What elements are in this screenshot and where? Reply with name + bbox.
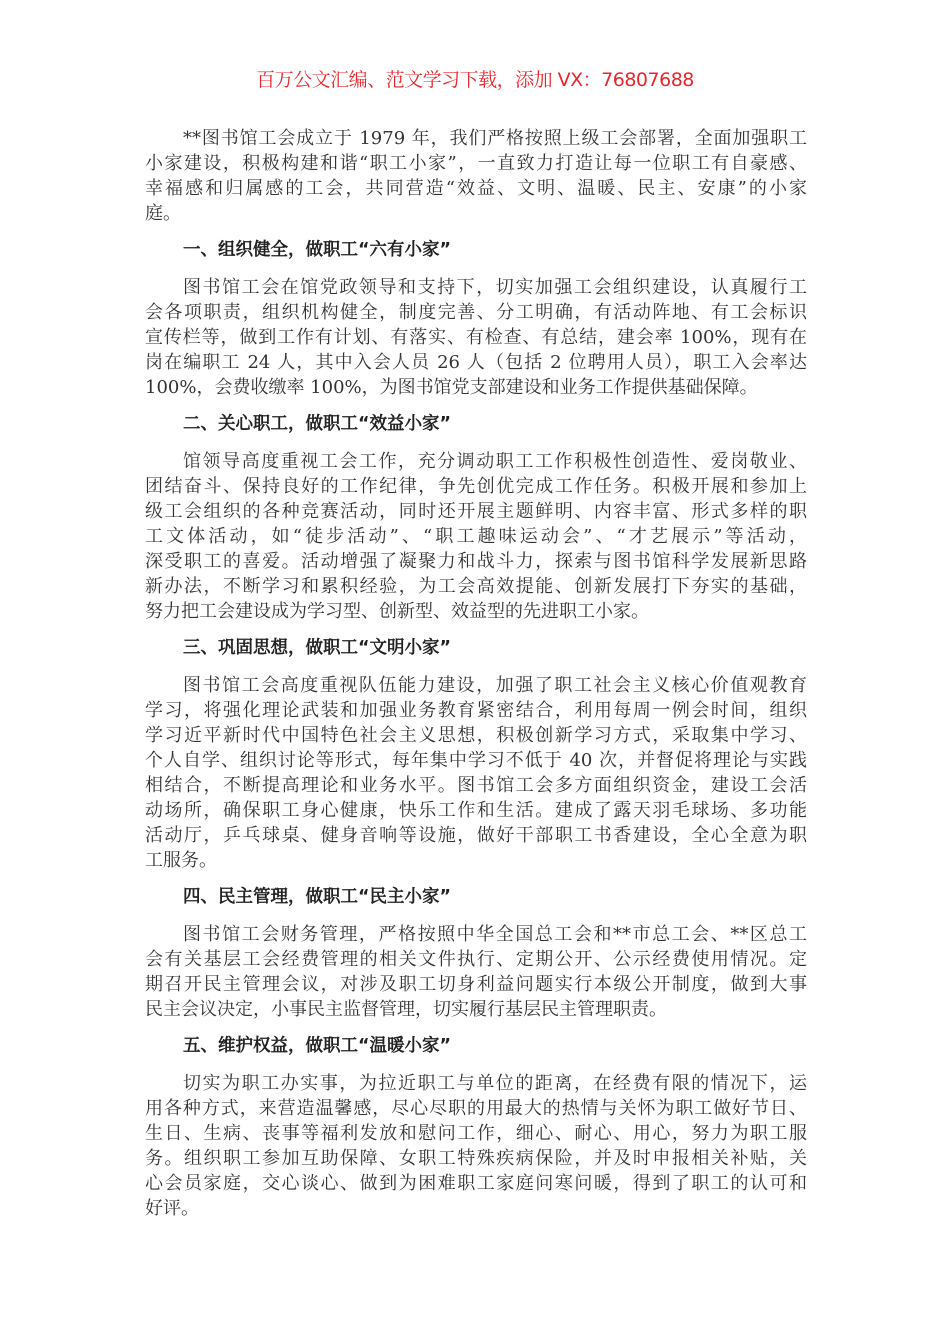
paragraph-line: 好评。 [145, 1198, 199, 1219]
paragraph-line: 深受职工的喜爱。活动增强了凝聚力和战斗力，探索与图书馆科学发展新思路 [145, 551, 807, 572]
paragraph-line: 动场所，确保职工身心健康，快乐工作和生活。建成了露天羽毛球场、多功能 [145, 800, 807, 821]
section-heading: 一、组织健全，做职工“六有小家” [183, 240, 452, 260]
paragraph-line: 宣传栏等，做到工作有计划、有落实、有检查、有总结，建会率 100%，现有在 [145, 327, 807, 348]
paragraph-line: 切实为职工办实事，为拉近职工与单位的距离，在经费有限的情况下，运 [183, 1073, 807, 1094]
paragraph [145, 922, 807, 1022]
paragraph [145, 673, 807, 873]
section-heading: 四、民主管理，做职工“民主小家” [183, 887, 452, 907]
paragraph-line: 图书馆工会财务管理，严格按照中华全国总工会和**市总工会、**区总工 [183, 924, 807, 945]
paragraph-line: 学习，将强化理论武装和加强业务教育紧密结合，利用每周一例会时间，组织 [145, 700, 807, 721]
section-heading: 五、维护权益，做职工“温暖小家” [183, 1036, 452, 1056]
paragraph-line: 务。组织职工参加互助保障、女职工特殊疾病保险，并及时申报相关补贴，关 [145, 1148, 807, 1169]
section-heading: 二、关心职工，做职工“效益小家” [183, 414, 452, 434]
paragraph-line: 工服务。 [145, 850, 217, 871]
paragraph-line: 级工会组织的各种竞赛活动，同时还开展主题鲜明、内容丰富、形式多样的职 [145, 501, 807, 522]
paragraph-line: 小家建设，积极构建和谐“职工小家”，一直致力打造让每一位职工有自豪感、 [145, 153, 807, 174]
download-banner: 百万公文汇编、范文学习下载，添加 VX：76807688 [256, 69, 694, 91]
section-heading: 三、巩固思想，做职工“文明小家” [183, 638, 452, 658]
paragraph-line: 幸福感和归属感的工会，共同营造“效益、文明、温暖、民主、安康”的小家 [145, 178, 807, 199]
paragraph [145, 1071, 807, 1221]
paragraph-line: **图书馆工会成立于 1979 年，我们严格按照上级工会部署，全面加强职工 [183, 128, 807, 149]
paragraph-line: 团结奋斗、保持良好的工作纪律，争先创优完成工作任务。积极开展和参加上 [145, 476, 807, 497]
document-body [145, 126, 807, 1221]
paragraph-line: 100%，会费收缴率 100%，为图书馆党支部建设和业务工作提供基础保障。 [145, 377, 758, 398]
paragraph-line: 会各项职责，组织机构健全，制度完善、分工明确，有活动阵地、有工会标识 [145, 302, 807, 323]
paragraph-line: 图书馆工会在馆党政领导和支持下，切实加强工会组织建设，认真履行工 [183, 277, 807, 298]
paragraph-line: 馆领导高度重视工会工作，充分调动职工工作积极性创造性、爱岗敬业、 [183, 451, 807, 472]
paragraph [145, 275, 807, 400]
paragraph-line: 生日、生病、丧事等福利发放和慰问工作，细心、耐心、用心，努力为职工服 [145, 1123, 807, 1144]
paragraph-line: 会有关基层工会经费管理的相关文件执行、定期公开、公示经费使用情况。定 [145, 949, 807, 970]
paragraph-line: 学习近平新时代中国特色社会主义思想，积极创新学习方式，采取集中学习、 [145, 725, 807, 746]
paragraph-line: 岗在编职工 24 人，其中入会人员 26 人（包括 2 位聘用人员），职工入会率达 [145, 352, 807, 373]
paragraph-line: 心会员家庭，交心谈心、做到为困难职工家庭问寒问暖，得到了职工的认可和 [145, 1173, 807, 1194]
paragraph [145, 449, 807, 624]
paragraph-line: 期召开民主管理会议，对涉及职工切身利益问题实行本级公开制度，做到大事 [145, 974, 807, 995]
paragraph-line: 工文体活动，如“徒步活动”、“职工趣味运动会”、“才艺展示”等活动， [145, 526, 807, 547]
paragraph-line: 个人自学、组织讨论等形式，每年集中学习不低于 40 次，并督促将理论与实践 [145, 750, 807, 771]
paragraph-line: 民主会议决定，小事民主监督管理，切实履行基层民主管理职责。 [145, 999, 667, 1020]
paragraph-line: 相结合，不断提高理论和业务水平。图书馆工会多方面组织资金，建设工会活 [145, 775, 807, 796]
paragraph-line: 图书馆工会高度重视队伍能力建设，加强了职工社会主义核心价值观教育 [183, 675, 807, 696]
paragraph-line: 活动厅，乒乓球桌、健身音响等设施，做好干部职工书香建设，全心全意为职 [145, 825, 807, 846]
paragraph-line: 庭。 [145, 203, 181, 224]
paragraph-line: 努力把工会建设成为学习型、创新型、效益型的先进职工小家。 [145, 601, 649, 622]
paragraph-line: 用各种方式，来营造温馨感，尽心尽职的用最大的热情与关怀为职工做好节日、 [145, 1098, 807, 1119]
paragraph-line: 新办法，不断学习和累积经验，为工会高效提能、创新发展打下夯实的基础， [145, 576, 807, 597]
paragraph [145, 126, 807, 226]
